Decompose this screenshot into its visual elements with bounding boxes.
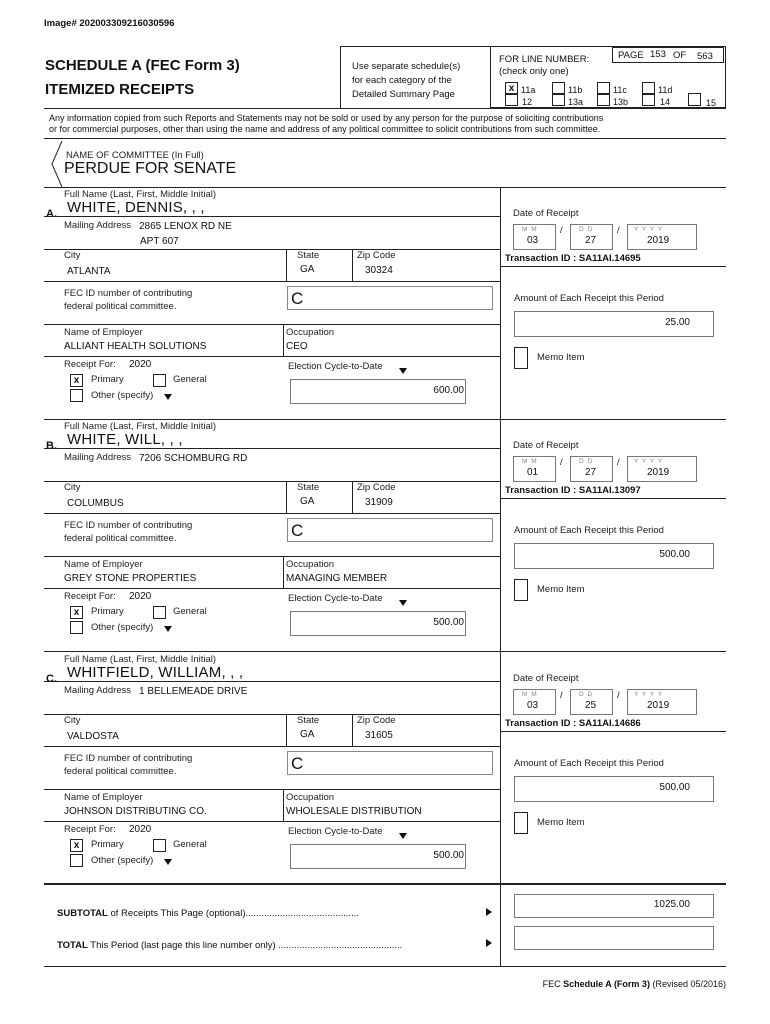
schedule-subtitle: ITEMIZED RECEIPTS [45, 81, 195, 98]
other-dropdown-icon[interactable] [164, 394, 172, 400]
mailing-address-label: Mailing Address [64, 220, 132, 231]
occupation-label: Occupation [286, 792, 335, 803]
transaction-id: Transaction ID : SA11AI.14686 [505, 718, 641, 729]
zip-divider [352, 481, 353, 513]
amount-label: Amount of Each Receipt this Period [514, 525, 664, 536]
fec-id-label-1: FEC ID number of contributing [64, 520, 193, 531]
zip-label: Zip Code [357, 250, 396, 261]
header-frame [490, 46, 726, 108]
address-rule [44, 714, 500, 715]
primary-label: Primary [91, 839, 124, 850]
notice-top-rule [44, 108, 726, 109]
date-slash-2: / [617, 225, 620, 236]
city-label: City [64, 482, 81, 493]
transaction-id: Transaction ID : SA11AI.14695 [505, 253, 641, 264]
city-label: City [64, 715, 81, 726]
occupation-divider [283, 324, 284, 356]
committee-name: PERDUE FOR SENATE [64, 160, 237, 177]
zip-label: Zip Code [357, 715, 396, 726]
check-only-one: (check only one) [499, 66, 569, 77]
address-line-2: APT 607 [140, 236, 179, 247]
city-value: COLUMBUS [67, 498, 124, 509]
entry-right-divider [500, 419, 501, 651]
memo-checkbox[interactable] [514, 812, 528, 834]
instruction-line-3: Detailed Summary Page [352, 89, 455, 100]
full-name-label: Full Name (Last, First, Middle Initial) [64, 654, 217, 665]
primary-label: Primary [91, 374, 124, 385]
other-checkbox[interactable] [70, 389, 83, 402]
state-label: State [297, 250, 320, 261]
other-dropdown-icon[interactable] [164, 626, 172, 632]
aggregate-value: 500.00 [433, 617, 464, 628]
city-rule [44, 513, 500, 514]
zip-label: Zip Code [357, 482, 396, 493]
entry-letter: B. [46, 440, 57, 452]
line-11a-checkbox[interactable]: x [505, 82, 518, 95]
zip-value: 30324 [365, 265, 393, 276]
total-label-rest: This Period (last page this line number only) ............................................... [87, 940, 403, 951]
year-value: 2019 [647, 467, 670, 478]
full-name-label: Full Name (Last, First, Middle Initial) [64, 189, 217, 200]
employer-rule [44, 821, 500, 822]
employer-label: Name of Employer [64, 792, 143, 803]
receipt-year: 2020 [129, 591, 152, 602]
subtotal-arrow-icon [486, 908, 492, 916]
fec-rule [44, 789, 500, 790]
receipt-for-label: Receipt For: [64, 824, 116, 835]
occupation-value: CEO [286, 341, 308, 352]
footer-suffix: (Revised 05/2016) [649, 979, 726, 989]
employer-rule [44, 356, 500, 357]
name-rule [44, 448, 500, 449]
line-11d-label: 11d [658, 85, 673, 95]
year-placeholder: Y Y Y Y [634, 691, 664, 698]
totals-bottom-rule [44, 966, 726, 967]
date-slash-1: / [560, 690, 563, 701]
address-line-1: 1 BELLEMEADE DRIVE [139, 686, 248, 697]
fec-id-box [287, 518, 493, 542]
primary-checkbox[interactable]: x [70, 374, 83, 387]
date-slash-1: / [560, 457, 563, 468]
employer-rule [44, 588, 500, 589]
memo-label: Memo Item [537, 352, 585, 363]
receipt-year: 2020 [129, 359, 152, 370]
state-divider [286, 249, 287, 281]
fec-id-box [287, 751, 493, 775]
fec-id-label-1: FEC ID number of contributing [64, 753, 193, 764]
line-12-label: 12 [522, 97, 533, 107]
entry-right-divider [500, 187, 501, 419]
footer-prefix: FEC [542, 979, 564, 989]
name-rule [44, 681, 500, 682]
state-divider [286, 481, 287, 513]
fec-id-label-2: federal political committee. [64, 766, 177, 777]
month-placeholder: M M [522, 458, 538, 465]
fec-id-prefix: C [291, 289, 304, 308]
receipt-for-label: Receipt For: [64, 591, 116, 602]
line-15-label: 15 [706, 98, 717, 108]
address-rule [44, 481, 500, 482]
year-placeholder: Y Y Y Y [634, 458, 664, 465]
memo-checkbox[interactable] [514, 579, 528, 601]
line-11b-label: 11b [568, 85, 583, 95]
amount-label: Amount of Each Receipt this Period [514, 758, 664, 769]
city-value: VALDOSTA [67, 731, 119, 742]
city-label: City [64, 250, 81, 261]
city-value: ATLANTA [67, 266, 111, 277]
date-slash-1: / [560, 225, 563, 236]
total-arrow-icon [486, 939, 492, 947]
year-value: 2019 [647, 235, 670, 246]
fec-id-box [287, 286, 493, 310]
year-value: 2019 [647, 700, 670, 711]
instruction-box [340, 46, 490, 108]
receipt-year: 2020 [129, 824, 152, 835]
total-amount-box [514, 926, 714, 950]
aggregate-value: 600.00 [433, 385, 464, 396]
fec-id-prefix: C [291, 521, 304, 540]
page-label: PAGE [618, 50, 644, 61]
occupation-divider [283, 789, 284, 821]
subtotal-label-bold: SUBTOTAL [57, 908, 108, 919]
subtotal-value: 1025.00 [653, 899, 690, 910]
employer-label: Name of Employer [64, 559, 143, 570]
date-of-receipt-label: Date of Receipt [513, 440, 579, 451]
notice-line-1: Any information copied from such Reports and Statements may not be sold or used by any person for the purpose of soliciting contributions [49, 113, 604, 123]
primary-checkbox[interactable]: x [70, 606, 83, 619]
state-label: State [297, 482, 320, 493]
transaction-rule [500, 731, 726, 732]
zip-divider [352, 249, 353, 281]
general-checkbox[interactable] [153, 839, 166, 852]
entry-bottom-rule [44, 419, 726, 420]
address-line-1: 7206 SCHOMBURG RD [139, 453, 248, 464]
general-label: General [173, 374, 207, 385]
occupation-value: MANAGING MEMBER [286, 573, 388, 584]
instruction-line-1: Use separate schedule(s) [352, 61, 461, 72]
amount-value: 25.00 [664, 317, 690, 328]
other-label: Other (specify) [91, 622, 154, 633]
totals-divider [500, 884, 501, 966]
line-11c-label: 11c [613, 85, 627, 95]
state-value: GA [300, 729, 315, 740]
footer [543, 980, 726, 989]
fec-id-label-2: federal political committee. [64, 301, 177, 312]
election-cycle-label: Election Cycle-to-Date [288, 361, 383, 372]
general-label: General [173, 606, 207, 617]
employer-value: ALLIANT HEALTH SOLUTIONS [64, 341, 207, 352]
other-label: Other (specify) [91, 855, 154, 866]
occupation-label: Occupation [286, 327, 335, 338]
fec-rule [44, 324, 500, 325]
notice-bottom-rule [44, 138, 726, 139]
month-value: 01 [527, 467, 539, 478]
occupation-value: WHOLESALE DISTRIBUTION [286, 806, 422, 817]
amount-value: 500.00 [659, 782, 690, 793]
transaction-rule [500, 266, 726, 267]
total-label-bold: TOTAL [57, 940, 88, 951]
schedule-title: SCHEDULE A (FEC Form 3) [45, 57, 240, 74]
year-placeholder: Y Y Y Y [634, 226, 664, 233]
month-placeholder: M M [522, 691, 538, 698]
election-cycle-dropdown-icon[interactable] [399, 833, 407, 839]
date-slash-2: / [617, 457, 620, 468]
page-of: OF [673, 50, 687, 61]
date-of-receipt-label: Date of Receipt [513, 673, 579, 684]
receipt-for-label: Receipt For: [64, 359, 116, 370]
month-value: 03 [527, 235, 539, 246]
page-number: 153 [650, 49, 666, 60]
line-11a-label: 11a [521, 85, 536, 95]
date-of-receipt-label: Date of Receipt [513, 208, 579, 219]
footer-form-name: Schedule A (Form 3) [563, 979, 650, 989]
other-label: Other (specify) [91, 390, 154, 401]
day-value: 27 [585, 235, 597, 246]
employer-label: Name of Employer [64, 327, 143, 338]
contributor-name: WHITE, DENNIS, , , [67, 199, 205, 216]
image-id: Image# 202003309216030596 [44, 18, 175, 29]
aggregate-value: 500.00 [433, 850, 464, 861]
occupation-label: Occupation [286, 559, 335, 570]
day-placeholder: D D [579, 691, 594, 698]
employer-value: JOHNSON DISTRIBUTING CO. [64, 806, 207, 817]
day-placeholder: D D [579, 458, 594, 465]
address-line-1: 2865 LENOX RD NE [139, 221, 232, 232]
city-rule [44, 746, 500, 747]
state-label: State [297, 715, 320, 726]
entry-bottom-rule [44, 884, 726, 885]
name-rule [44, 216, 500, 217]
month-value: 03 [527, 700, 539, 711]
fec-id-label-1: FEC ID number of contributing [64, 288, 193, 299]
fec-rule [44, 556, 500, 557]
fec-id-label-2: federal political committee. [64, 533, 177, 544]
totals-top-rule [44, 883, 726, 884]
full-name-label: Full Name (Last, First, Middle Initial) [64, 421, 217, 432]
line-number-label: FOR LINE NUMBER: [499, 54, 590, 65]
line-14-label: 14 [660, 97, 671, 107]
amount-label: Amount of Each Receipt this Period [514, 293, 664, 304]
memo-checkbox[interactable] [514, 347, 528, 369]
instruction-line-2: for each category of the [352, 75, 452, 86]
transaction-rule [500, 498, 726, 499]
occupation-divider [283, 556, 284, 588]
committee-label: NAME OF COMMITTEE (In Full) [66, 150, 204, 161]
general-checkbox[interactable] [153, 606, 166, 619]
date-slash-2: / [617, 690, 620, 701]
entry-letter: A. [46, 208, 57, 220]
other-dropdown-icon[interactable] [164, 859, 172, 865]
election-cycle-label: Election Cycle-to-Date [288, 826, 383, 837]
mailing-address-label: Mailing Address [64, 452, 132, 463]
transaction-id: Transaction ID : SA11AI.13097 [505, 485, 641, 496]
month-placeholder: M M [522, 226, 538, 233]
entry-letter: C. [46, 673, 57, 685]
general-checkbox[interactable] [153, 374, 166, 387]
memo-label: Memo Item [537, 584, 585, 595]
other-checkbox[interactable] [70, 854, 83, 867]
address-rule [44, 249, 500, 250]
city-rule [44, 281, 500, 282]
state-value: GA [300, 264, 315, 275]
line-13b-label: 13b [613, 97, 629, 107]
employer-value: GREY STONE PROPERTIES [64, 573, 197, 584]
subtotal-label-rest: of Receipts This Page (optional)........................................... [107, 908, 359, 919]
general-label: General [173, 839, 207, 850]
election-cycle-dropdown-icon[interactable] [399, 368, 407, 374]
subtotal-label [57, 909, 359, 919]
amount-value: 500.00 [659, 549, 690, 560]
line-13a-label: 13a [568, 97, 584, 107]
fec-id-prefix: C [291, 754, 304, 773]
committee-bottom-rule [44, 187, 726, 188]
zip-value: 31605 [365, 730, 393, 741]
zip-value: 31909 [365, 497, 393, 508]
contributor-name: WHITE, WILL, , , [67, 431, 183, 448]
entry-right-divider [500, 652, 501, 884]
entry-bottom-rule [44, 651, 726, 652]
state-divider [286, 714, 287, 746]
election-cycle-dropdown-icon[interactable] [399, 600, 407, 606]
election-cycle-label: Election Cycle-to-Date [288, 593, 383, 604]
primary-checkbox[interactable]: x [70, 839, 83, 852]
mailing-address-label: Mailing Address [64, 685, 132, 696]
page-total: 563 [697, 51, 713, 62]
day-value: 27 [585, 467, 597, 478]
day-placeholder: D D [579, 226, 594, 233]
primary-label: Primary [91, 606, 124, 617]
other-checkbox[interactable] [70, 621, 83, 634]
state-value: GA [300, 496, 315, 507]
total-label [57, 941, 402, 951]
contributor-name: WHITFIELD, WILLIAM, , , [67, 664, 244, 681]
memo-label: Memo Item [537, 817, 585, 828]
day-value: 25 [585, 700, 597, 711]
notice-line-2: or for commercial purposes, other than using the name and address of any political committee to solicit contributions from such committee. [49, 124, 601, 134]
zip-divider [352, 714, 353, 746]
